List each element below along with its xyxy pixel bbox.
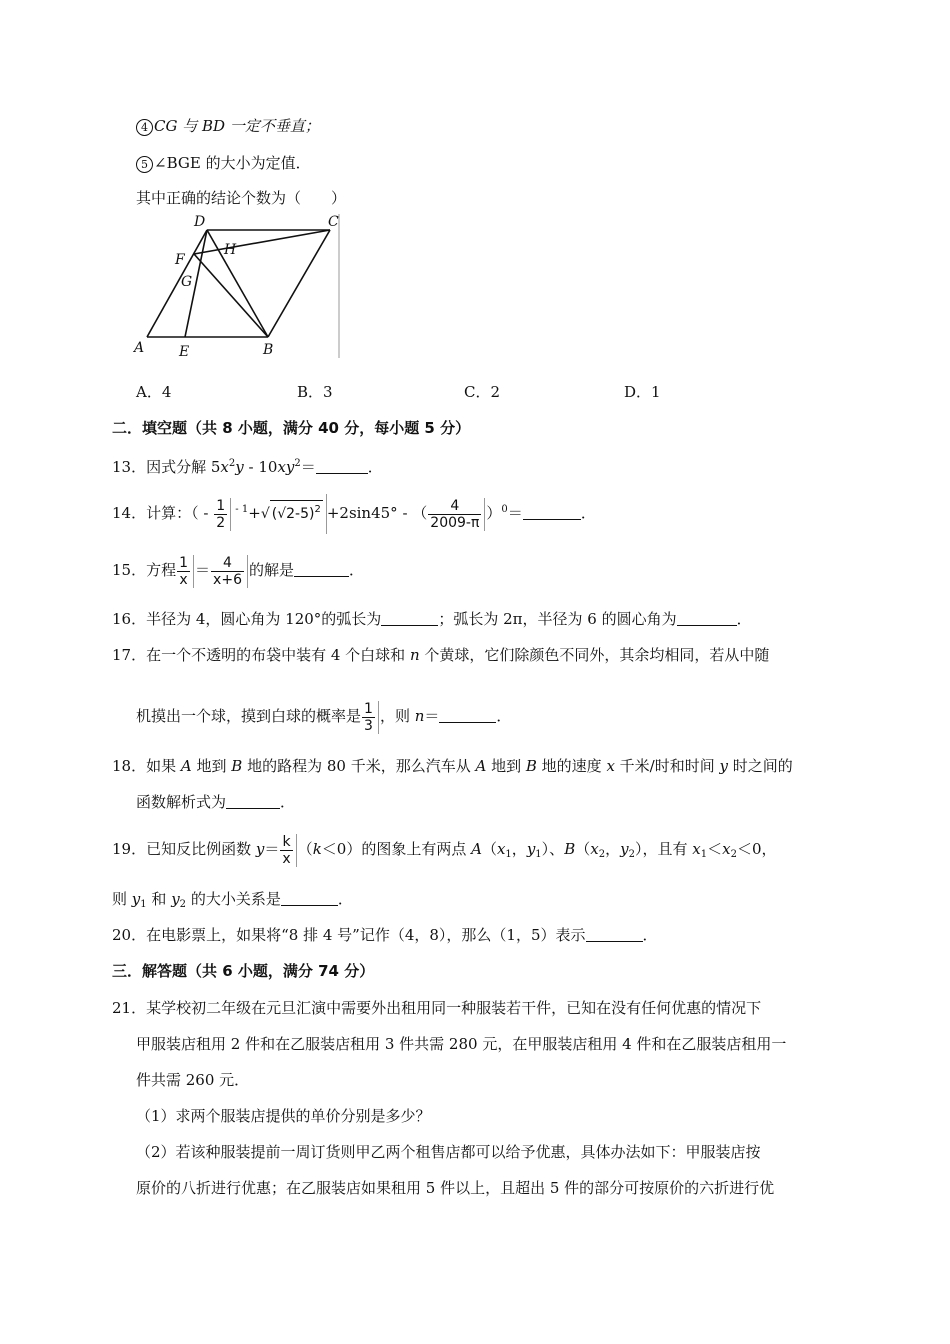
question-13: 13．因式分解 $5x^2y - 10xy^2=$ ． <box>112 458 383 476</box>
question-18-line-1: 18．如果 A 地到 B 地的路程为 80 千米，那么汽车从 A 地到 B 地的速度 x 千米/时和时间 y 时之间的 <box>112 757 793 775</box>
q12-prompt: 其中正确的结论个数为（ ） <box>136 189 347 207</box>
section-2-heading: 二．填空题（共 8 小题，满分 40 分，每小题 5 分） <box>112 419 471 437</box>
label-B: B <box>263 342 274 358</box>
label-A: A <box>134 340 145 356</box>
label-E: E <box>179 344 190 360</box>
question-17-line-1: 17．在一个不透明的布袋中装有 4 个白球和 n 个黄球，它们除颜色不同外，其余均相同，若从中随 <box>112 646 770 664</box>
geometry-figure <box>130 212 345 360</box>
answer-blank <box>381 611 438 626</box>
question-14: 14．计算：（ - $\frac{1}{2}$ $^{- 1}$+√ $(√2-5)^2 +2\sin 45^\circ$ - （ $\frac{4}{2009-\pi}$ ）$^0$＝ ． <box>112 490 596 530</box>
question-21-sub-2: （2）若该种服装提前一周订货则甲乙两个租售店都可以给予优惠，具体办法如下：甲服装店按 <box>136 1143 761 1161</box>
label-F: F <box>175 252 185 268</box>
answer-blank <box>439 708 496 723</box>
question-17-line-2: 机摸出一个球，摸到白球的概率是 $\frac{1}{3}$ ，则 n＝ ． <box>136 700 512 734</box>
label-G: G <box>181 274 193 290</box>
fraction: $\frac{1}{3}$ <box>362 701 379 734</box>
answer-blank <box>523 505 581 520</box>
question-20: 20．在电影票上，如果将“8 排 4 号”记作（4，8），那么（1，5）表示 ． <box>112 926 658 944</box>
answer-blank <box>316 459 368 474</box>
label-D: D <box>194 214 206 230</box>
choice-d: D．1 <box>624 383 661 401</box>
answer-blank <box>677 611 737 626</box>
label-H: H <box>224 242 237 258</box>
section-3-heading: 三．解答题（共 6 小题，满分 74 分） <box>112 962 375 980</box>
fraction: $\frac{4}{x+6}$ <box>211 555 248 588</box>
answer-blank <box>226 794 280 809</box>
answer-blank <box>281 891 338 906</box>
question-21-line-2: 甲服装店租用 2 件和在乙服装店租用 3 件共需 280 元，在甲服装店租用 4 件和在乙服装店租用一 <box>136 1035 787 1053</box>
question-16: 16．半径为 4，圆心角为 120°的弧长为 ；弧长为 2π，半径为 6 的圆心角为 ． <box>112 610 752 628</box>
circled-number: 4 <box>136 119 153 136</box>
answer-blank <box>586 927 643 942</box>
fraction: $\frac{1}{2}$ <box>214 498 231 531</box>
label-C: C <box>328 214 339 230</box>
fraction: $\frac{4}{2009-\pi}$ <box>428 498 485 531</box>
choice-b: B．3 <box>297 383 333 401</box>
question-21-sub-1: （1）求两个服装店提供的单价分别是多少？ <box>136 1107 431 1125</box>
q12-option-4: 4 CG 与 BD 一定不垂直； <box>136 116 320 136</box>
answer-blank <box>294 562 349 577</box>
question-15: 15．方程 $\frac{1}{x}$ ＝ $\frac{4}{x+6}$ 的解是 ． <box>112 554 365 588</box>
choice-c: C．2 <box>464 383 501 401</box>
circled-number: 5 <box>136 156 153 173</box>
question-19-line-2: 则 $y_1$ 和 $y_2$ 的大小关系是 ． <box>112 890 353 910</box>
fraction: $\frac{1}{x}$ <box>177 555 194 588</box>
question-21-line-1: 21．某学校初二年级在元旦汇演中需要外出租用同一种服装若干件，已知在没有任何优惠的情况下 <box>112 999 762 1017</box>
question-21-line-3: 件共需 260 元． <box>136 1071 250 1089</box>
question-19-line-1: 19．已知反比例函数 y＝ $\frac{k}{x}$ （k＜0）的图象上有两点 $A(x_1$，$y_1$）、$B(x_2$，$y_2$），且有 $x_1<x_2<0$， <box>112 833 777 867</box>
square-root: √ $(√2-5)^2$ <box>261 494 327 534</box>
choice-a: A．4 <box>136 383 172 401</box>
question-18-line-2: 函数解析式为 ． <box>136 793 296 811</box>
question-21-line-6: 原价的八折进行优惠；在乙服装店如果租用 5 件以上，且超出 5 件的部分可按原价的六折进行优 <box>136 1179 775 1197</box>
q12-option-5: 5 ∠BGE 的大小为定值． <box>136 153 311 173</box>
fraction: $\frac{k}{x}$ <box>280 834 296 867</box>
